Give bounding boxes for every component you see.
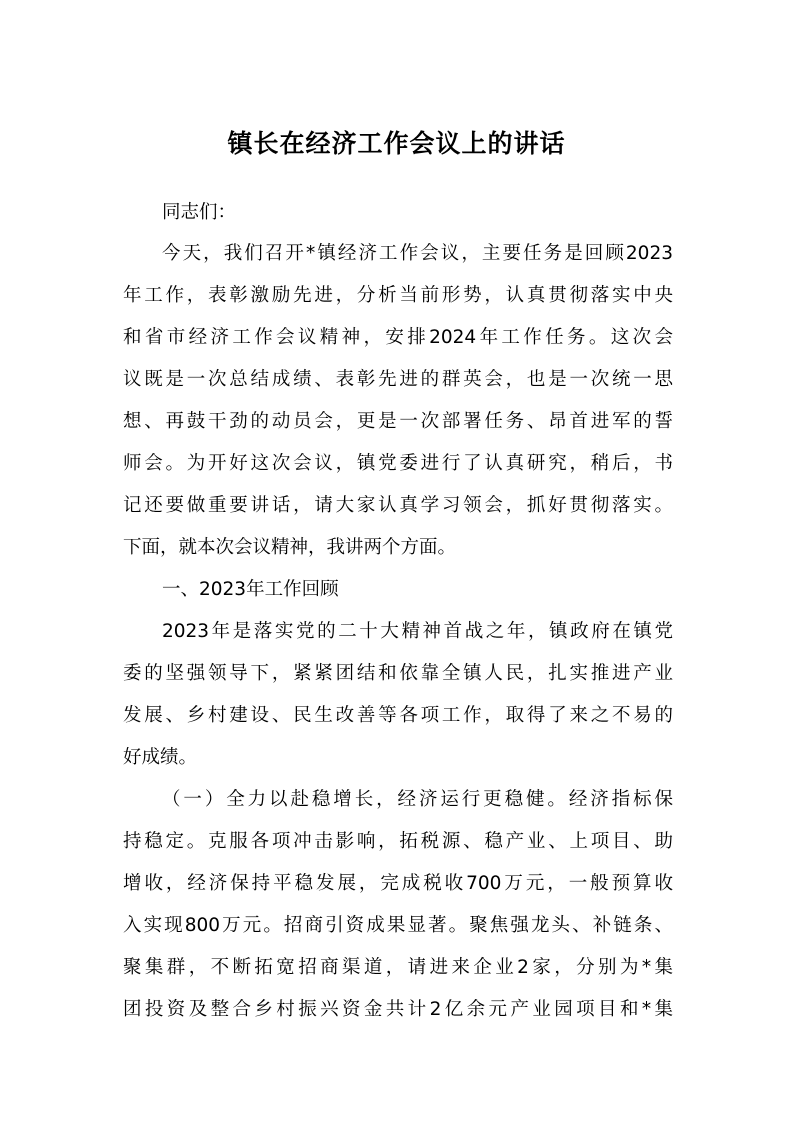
paragraph-line: （一）全力以赴稳增长，经济运行更稳健。经济指标保 [162, 789, 673, 810]
section-heading: 一、2023年工作回顾 [162, 579, 339, 600]
paragraph-line: 议既是一次总结成绩、表彰先进的群英会，也是一次统一思 [123, 369, 673, 390]
paragraph-line: 委的坚强领导下，紧紧团结和依靠全镇人民，扎实推进产业 [123, 663, 673, 684]
document-title: 镇长在经济工作会议上的讲话 [227, 129, 566, 158]
paragraph-line: 发展、乡村建设、民生改善等各项工作，取得了来之不易的 [123, 705, 673, 726]
paragraph-line: 今天，我们召开*镇经济工作会议，主要任务是回顾2023 [162, 243, 673, 264]
paragraph-line: 年工作，表彰激励先进，分析当前形势，认真贯彻落实中央 [123, 285, 673, 306]
paragraph-line: 增收，经济保持平稳发展，完成税收700万元，一般预算收 [123, 873, 673, 894]
salutation: 同志们： [162, 202, 237, 223]
paragraph-line: 持稳定。克服各项冲击影响，拓税源、稳产业、上项目、助 [123, 831, 673, 852]
paragraph-line: 好成绩。 [123, 747, 198, 768]
paragraph-line: 记还要做重要讲话，请大家认真学习领会，抓好贯彻落实。 [123, 495, 673, 516]
paragraph-line: 聚集群，不断拓宽招商渠道，请进来企业2家，分别为*集 [123, 957, 673, 978]
paragraph-line: 想、再鼓干劲的动员会，更是一次部署任务、昂首进军的誓 [123, 411, 673, 432]
paragraph-line: 和省市经济工作会议精神，安排2024年工作任务。这次会 [123, 327, 673, 348]
paragraph-line: 团投资及整合乡村振兴资金共计2亿余元产业园项目和*集 [123, 999, 673, 1020]
paragraph-line: 师会。为开好这次会议，镇党委进行了认真研究，稍后，书 [123, 453, 673, 474]
paragraph-line: 入实现800万元。招商引资成果显著。聚焦强龙头、补链条、 [123, 915, 673, 936]
paragraph-line: 下面，就本次会议精神，我讲两个方面。 [123, 537, 457, 558]
paragraph-line: 2023年是落实党的二十大精神首战之年，镇政府在镇党 [162, 621, 673, 642]
